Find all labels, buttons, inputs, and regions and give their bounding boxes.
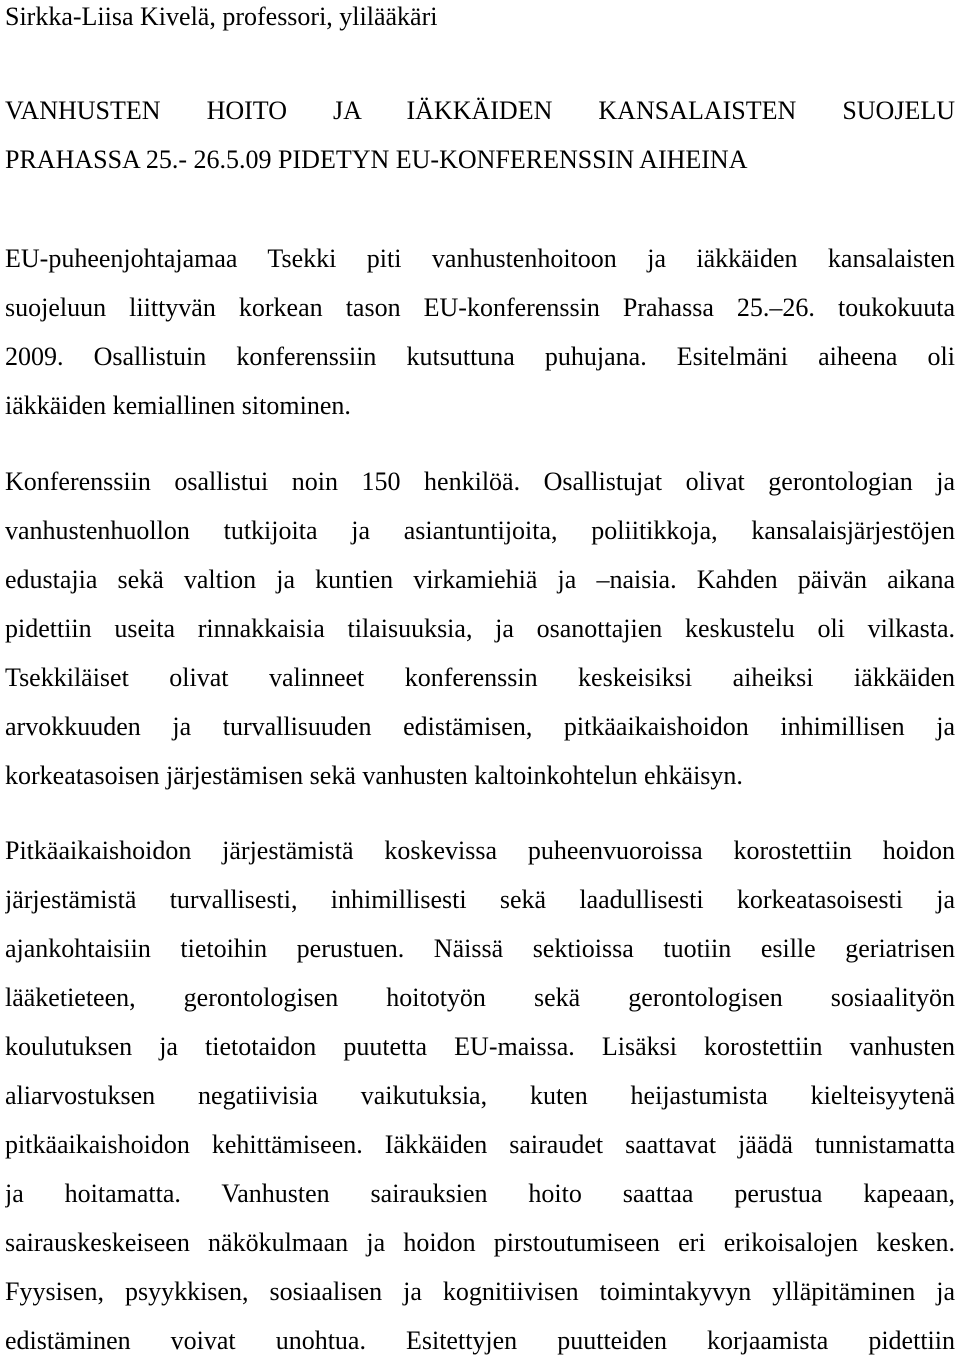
paragraph-2-line: edustajia sekä valtion ja kuntien virkamiehiä ja –naisia. Kahden päivän aikana: [5, 565, 955, 594]
paragraph-3-line: järjestämistä turvallisesti, inhimillisesti sekä laadullisesti korkeatasoisesti ja: [5, 885, 955, 914]
paragraph-1-line: iäkkäiden kemiallinen sitominen.: [5, 391, 351, 420]
paragraph-3-line: edistäminen voivat unohtua. Esitettyjen puutteiden korjaamista pidettiin: [5, 1326, 955, 1355]
paragraph-1-line: suojeluun liittyvän korkean tason EU-konferenssin Prahassa 25.–26. toukokuuta: [5, 293, 955, 322]
paragraph-3-line: koulutuksen ja tietotaidon puutetta EU-maissa. Lisäksi korostettiin vanhusten: [5, 1032, 955, 1061]
paragraph-3-line: Fyysisen, psyykkisen, sosiaalisen ja kognitiivisen toimintakyvyn ylläpitäminen ja: [5, 1277, 955, 1306]
paragraph-3-line: Pitkäaikaishoidon järjestämistä koskevissa puheenvuoroissa korostettiin hoidon: [5, 836, 955, 865]
paragraph-2-line: pidettiin useita rinnakkaisia tilaisuuksia, ja osanottajien keskustelu oli vilkasta.: [5, 614, 955, 643]
paragraph-3-line: pitkäaikaishoidon kehittämiseen. Iäkkäiden sairaudet saattavat jäädä tunnistamatta: [5, 1130, 955, 1159]
paragraph-3-line: aliarvostuksen negatiivisia vaikutuksia, kuten heijastumista kielteisyytenä: [5, 1081, 955, 1110]
paragraph-2-line: Tsekkiläiset olivat valinneet konferenssin keskeisiksi aiheiksi iäkkäiden: [5, 663, 955, 692]
paragraph-2-line: Konferenssiin osallistui noin 150 henkilöä. Osallistujat olivat gerontologian ja: [5, 467, 955, 496]
author-line: Sirkka-Liisa Kivelä, professori, ylilääkäri: [5, 2, 438, 31]
paragraph-2-line: arvokkuuden ja turvallisuuden edistämisen, pitkäaikaishoidon inhimillisen ja: [5, 712, 955, 741]
paragraph-2-line: korkeatasoisen järjestämisen sekä vanhusten kaltoinkohtelun ehkäisyn.: [5, 761, 743, 790]
paragraph-3-line: lääketieteen, gerontologisen hoitotyön sekä gerontologisen sosiaalityön: [5, 983, 955, 1012]
paragraph-3-line: ja hoitamatta. Vanhusten sairauksien hoito saattaa perustua kapeaan,: [5, 1179, 955, 1208]
paragraph-3-line: sairauskeskeiseen näkökulmaan ja hoidon pirstoutumiseen eri erikoisalojen kesken.: [5, 1228, 955, 1257]
document-title-line: PRAHASSA 25.- 26.5.09 PIDETYN EU-KONFERENSSIN AIHEINA: [5, 145, 748, 174]
paragraph-1-line: 2009. Osallistuin konferenssiin kutsuttuna puhujana. Esitelmäni aiheena oli: [5, 342, 955, 371]
paragraph-3-line: ajankohtaisiin tietoihin perustuen. Näissä sektioissa tuotiin esille geriatrisen: [5, 934, 955, 963]
paragraph-1-line: EU-puheenjohtajamaa Tsekki piti vanhustenhoitoon ja iäkkäiden kansalaisten: [5, 244, 955, 273]
document-title-line: VANHUSTEN HOITO JA IÄKKÄIDEN KANSALAISTEN SUOJELU: [5, 96, 955, 125]
paragraph-2-line: vanhustenhuollon tutkijoita ja asiantuntijoita, poliitikkoja, kansalaisjärjestöjen: [5, 516, 955, 545]
